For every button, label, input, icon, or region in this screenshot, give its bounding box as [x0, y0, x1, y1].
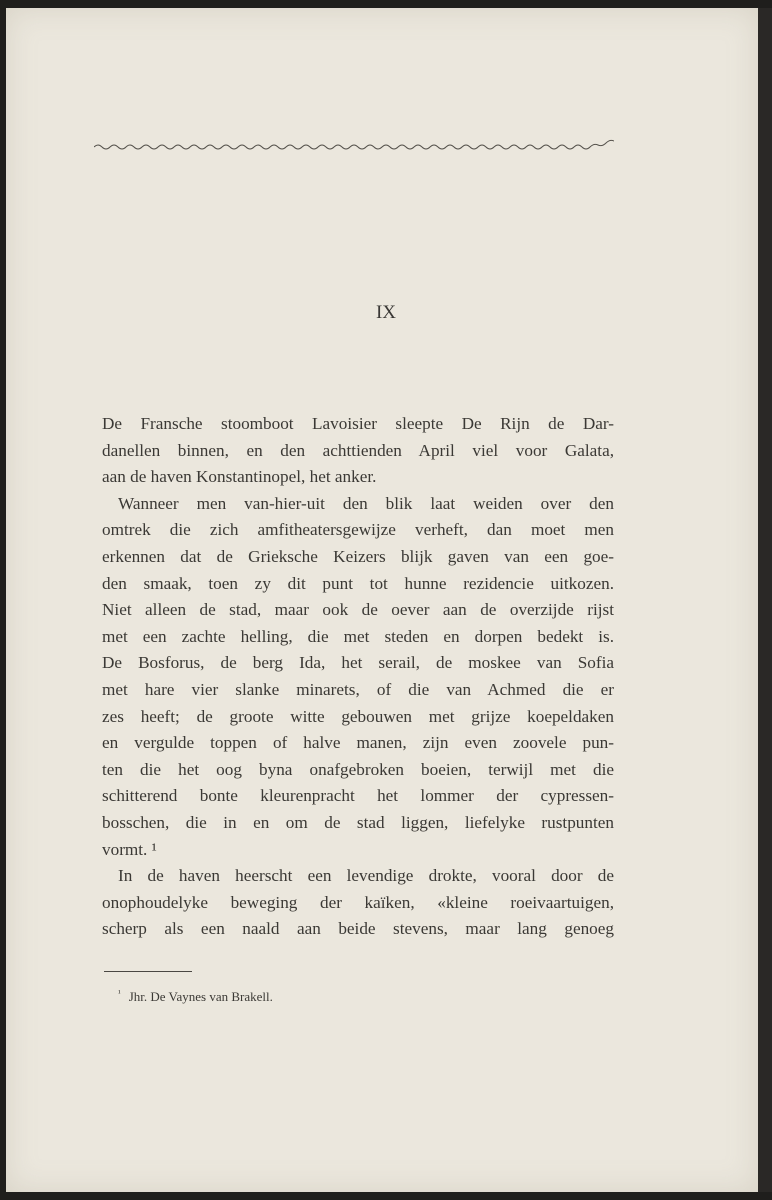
- text-line: danellen binnen, en den achttienden April viel voor Galata,: [102, 440, 614, 460]
- footnote-rule: [104, 971, 192, 972]
- text-line: schitterend bonte kleurenpracht het lommer der cypressen-: [102, 786, 614, 806]
- text-line: De Fransche stoomboot Lavoisier sleepte De Rijn de Dar-: [102, 414, 614, 433]
- footnote-mark: ¹: [118, 988, 121, 998]
- text-line: Wanneer men van-hier-uit den blik laat weiden over den: [118, 493, 614, 513]
- wavy-rule-ornament: [94, 131, 614, 155]
- chapter-number: IX: [375, 302, 397, 323]
- text-line: bosschen, die in en om de stad liggen, liefelyke rustpunten: [102, 812, 614, 832]
- body-text: [102, 411, 614, 943]
- text-line: den smaak, toen zy dit punt tot hunne rezidencie uitkozen.: [102, 573, 614, 593]
- scan-edge: [758, 8, 772, 1192]
- text-line: In de haven heerscht een levendige drokte, vooral door de: [118, 866, 614, 886]
- text-line: De Bosforus, de berg Ida, het serail, de moskee van Sofia: [102, 653, 614, 673]
- text-line: omtrek die zich amfitheatersgewijze verheft, dan moet men: [102, 520, 614, 540]
- text-line: scherp als een naald aan beide stevens, maar lang genoeg: [102, 919, 614, 939]
- footnote: [118, 988, 273, 1005]
- text-line: vormt. ¹: [102, 839, 157, 859]
- text-line: met een zachte helling, die met steden en dorpen bedekt is.: [102, 626, 614, 646]
- text-line: ten die het oog byna onafgebroken boeien, terwijl met die: [102, 759, 614, 779]
- text-line: erkennen dat de Grieksche Keizers blijk gaven van een goe-: [102, 546, 614, 566]
- text-line: onophoudelyke beweging der kaïken, «kleine roeivaartuigen,: [102, 892, 614, 912]
- text-line: en vergulde toppen of halve manen, zijn even zoovele pun-: [102, 733, 614, 753]
- text-line: Niet alleen de stad, maar ook de oever aan de overzijde rijst: [102, 600, 614, 620]
- text-line: zes heeft; de groote witte gebouwen met grijze koepeldaken: [102, 706, 614, 726]
- footnote-text: Jhr. De Vaynes van Brakell.: [128, 989, 273, 1004]
- text-line: met hare vier slanke minarets, of die van Achmed die er: [102, 679, 614, 699]
- text-line: aan de haven Konstantinopel, het anker.: [102, 467, 377, 487]
